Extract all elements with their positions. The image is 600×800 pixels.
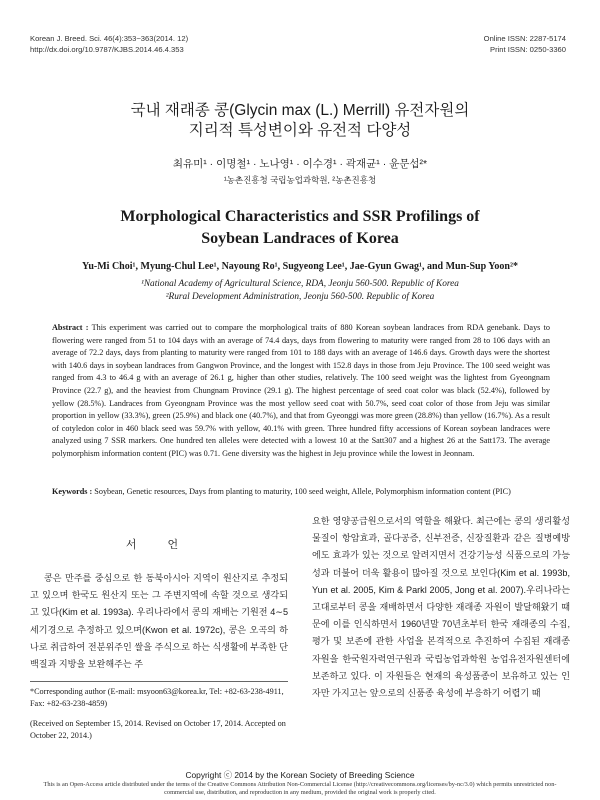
korean-affiliation: ¹농촌진흥청 국립농업과학원, ²농촌진흥청 bbox=[223, 175, 377, 185]
korean-authors: 최유미¹ · 이명철¹ · 노나영¹ · 이수경¹ · 곽재균¹ · 윤문섭²* bbox=[172, 158, 428, 170]
keywords bbox=[52, 486, 550, 499]
journal-citation: Korean J. Breed. Sci. 46(4):353~363(2014. 12) bbox=[30, 34, 189, 43]
received-dates-footnote: (Received on September 15, 2014. Revised on October 17, 2014. Accepted on October 22, 2014.) bbox=[30, 719, 286, 740]
english-title-line2: Soybean Landraces of Korea bbox=[201, 230, 399, 247]
affiliation-2: ²Rural Development Administration, Jeonju 560-500. Republic of Korea bbox=[165, 291, 435, 302]
journal-header-left bbox=[30, 33, 188, 55]
english-authors: Yu-Mi Choi¹, Myung-Chul Lee¹, Nayoung Ro¹, Sugyeong Lee¹, Jae-Gyun Gwag¹, and Mun-Sup Yoon²* bbox=[82, 261, 518, 272]
keywords-label: Keywords : bbox=[52, 487, 93, 496]
doi-link[interactable]: http://dx.doi.org/10.9787/KJBS.2014.46.4.353 bbox=[30, 45, 184, 54]
english-title bbox=[0, 206, 600, 250]
print-issn: Print ISSN: 0250-3360 bbox=[490, 45, 566, 54]
korean-title-line1: 국내 재래종 콩(Glycin max (L.) Merrill) 유전자원의 bbox=[130, 102, 470, 119]
copyright-notice: Copyright ⓒ 2014 by the Korean Society of Breeding Science bbox=[185, 770, 415, 780]
online-issn: Online ISSN: 2287-5174 bbox=[483, 34, 566, 43]
abstract-label: Abstract : bbox=[52, 323, 89, 332]
abstract bbox=[52, 322, 550, 461]
license-notice: This is an Open-Access article distributed under the terms of the Creative Commons Attribution Non-Commercial License (http://creativecommons.org/licenses/by-nc/3.0) which permits unrestricted non-commercial use, distribution, and reproduction in any medium, provided the original work is properly cited. bbox=[43, 781, 557, 796]
intro-right-column: 요한 영양공급원으로서의 역할을 해왔다. 최근에는 콩의 생리활성 물질이 항암효과, 골다공증, 신부전증, 신장질환과 같은 질병예방에도 효과가 있는 것으로 알려지면서 건강기능성 식품으로의 가능성과 더불어 더욱 활용이 많아질 것으로 보인다(Kim et al. 1993b, Yun et al. 2005, Kim & Parkl 2005, Jong et al. 2007).우리나라는 고대로부터 콩을 재배하면서 다양한 재래종 자원이 발달해왔기 때문에 이를 인식하면서 1960년말 70년초부터 한국 재래종의 수집, 평가 및 보존에 관한 사업을 본격적으로 추진하여 수집된 재래종 자원을 한국원자력연구원과 국립농업과학원 농업유전자원센터에 보존하고 있다. 이 자원들은 현재의 육성품종이 보유하고 있는 인자만 가지고는 앞으로의 신품종 육성에 부응하기 어렵기 때 bbox=[312, 516, 570, 699]
section-heading-introduction: 서 언 bbox=[125, 539, 193, 551]
korean-title-line2: 지리적 특성변이와 유전적 다양성 bbox=[188, 122, 412, 139]
keywords-text: Soybean, Genetic resources, Days from planting to maturity, 100 seed weight, Allele, Polymorphism information content (PIC) bbox=[94, 487, 511, 496]
footnote-divider bbox=[30, 681, 288, 682]
affiliation-1: ¹National Academy of Agricultural Science, RDA, Jeonju 560-500. Republic of Korea bbox=[141, 279, 459, 289]
journal-header-right bbox=[484, 33, 566, 55]
english-affiliation bbox=[0, 278, 600, 303]
korean-title bbox=[0, 101, 600, 141]
english-title-line1: Morphological Characteristics and SSR Profilings of bbox=[120, 208, 480, 225]
abstract-text: This experiment was carried out to compare the morphological traits of 880 Korean soybean landraces from RDA genebank. Days to flowering were ranged from 51 to 104 days with an average of 74.4 days, days from flowering to maturity were ranged from 28 to 106 days with an average of 72.2 days, days from planting to maturity were ranged from 101 to 188 days with an average of 146.6 days. Growth days were the shortest with 140.6 days in soybean landraces from Gangwon Province, and the longest with 152.8 days in those from Jeju Province. The 100 seed weight was ranged from 4.3 to 46.4 g with an average of 26.1 g, higher than other studies, relatively. The 100 seed weight was the lightest from Gyeongnam Province (22.7 g), and the heaviest from Chungnam Province (29.1 g). The highest percentage of seed coat color was black (52.4%), followed by yellow (28.5%). Landraces from Gyeongnam Province was the most yellow seed coat with 50.7%, seed coat color of those from Jeju was similar proportion in yellow (33.3%), green (25.9%) and black one (40.7%), and that from Gyeonggi was more green (28.8%) than yellow (16.7%). As a result of cotyledon color in 460 black seed was 59.7% with yellow, 40.1% with green. Three hundred fifty accessions of Korean soybean landraces were analyzed using 7 SSR markers. One hundred ten alleles were detected with a lowest 10 at the Satt307 and a highest 26 at the Satt173. The average polymorphism information content (PIC) was 0.71. Gene diversity was the highest in Jeju province while the lowest in Jeonnam. bbox=[52, 323, 550, 458]
intro-left-column: 콩은 만주를 중심으로 한 동북아시아 지역이 원산지로 추정되고 있으며 한국도 원산지 또는 그 주변지역에 속할 것으로 생각되고 있다(Kim et al. 1993a). 우리나라에서 콩의 재배는 기원전 4∼5세기경으로 추정하고 있으며(Kwon et al. 1972c), 콩은 오곡의 하나로 취급하여 전분위주인 쌀을 주식으로 하는 식생활에 부족한 단백질과 지방을 보완해주는 주 bbox=[30, 573, 288, 670]
corresponding-author-footnote: *Corresponding author (E-mail: msyoon63@korea.kr, Tel: +82-63-238-4911, Fax: +82-63-238-4859) bbox=[30, 687, 284, 708]
